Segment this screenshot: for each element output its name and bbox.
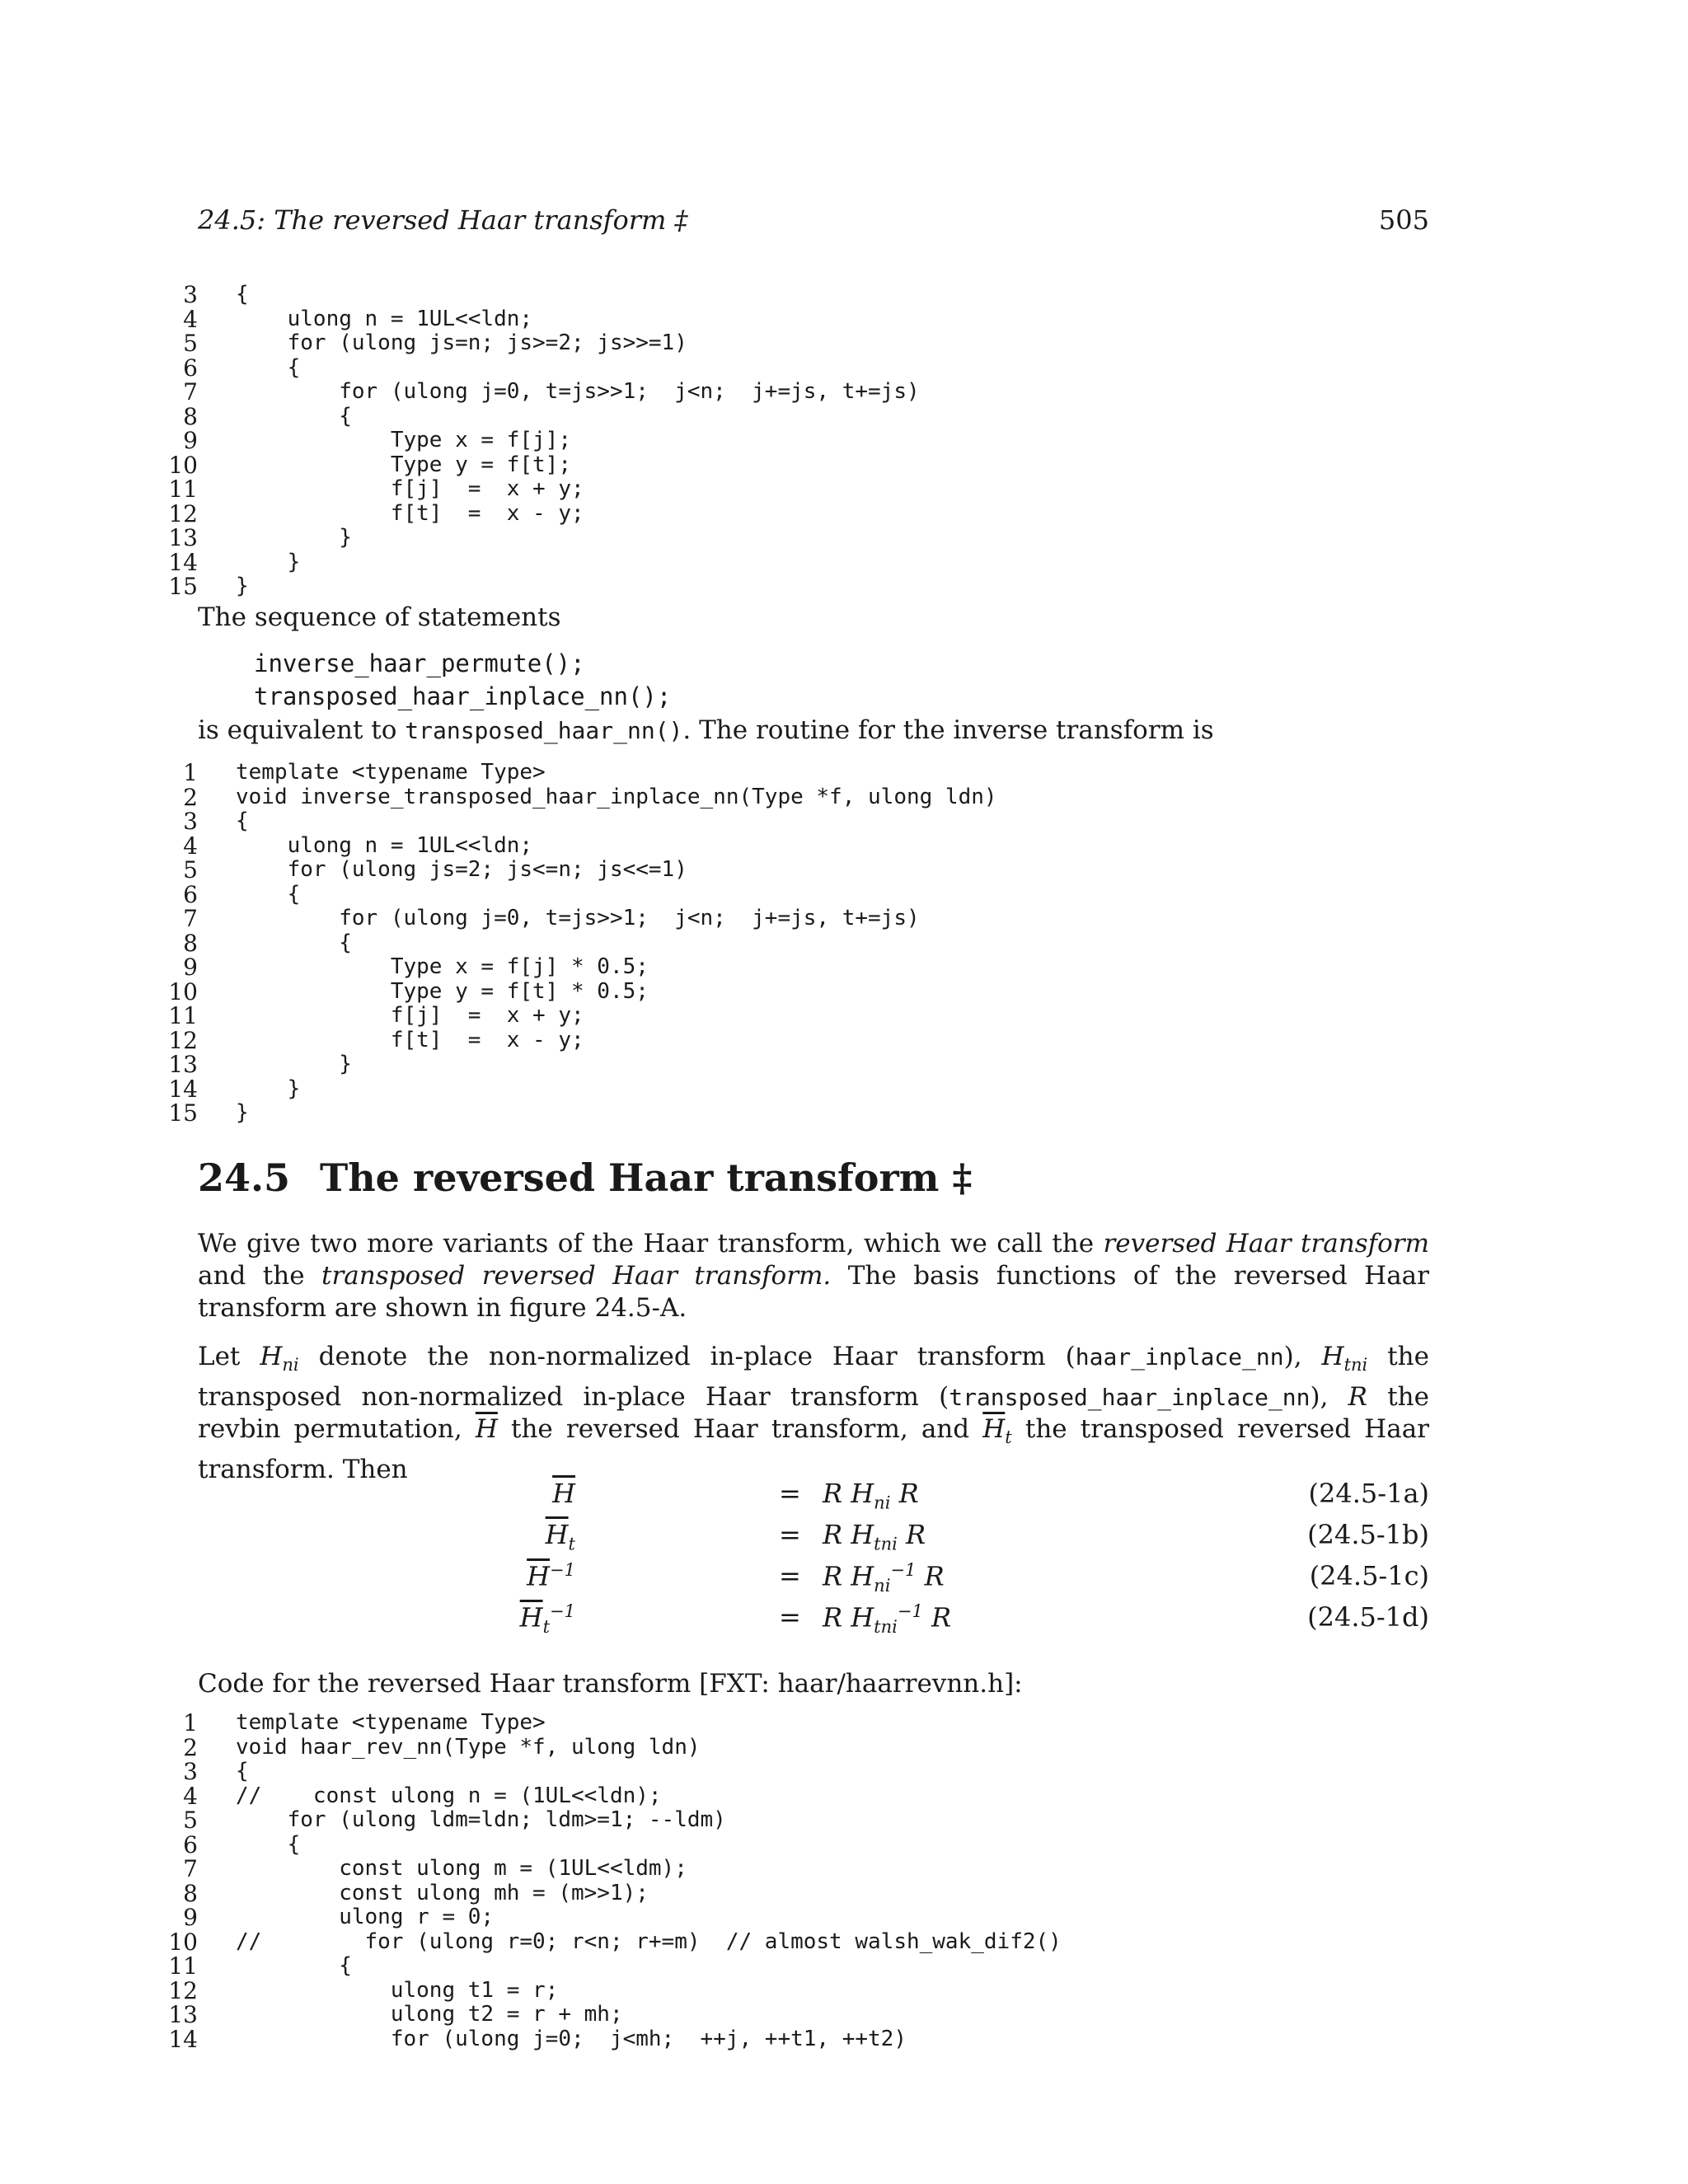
symbol: $\overline{H}$: [475, 1414, 498, 1445]
line-number: 9: [183, 1904, 198, 1931]
eq-tag: (24.5-1a): [1308, 1478, 1429, 1509]
line-number: 10: [168, 1928, 198, 1956]
line-number: 7: [183, 905, 198, 932]
section-heading: [198, 1155, 972, 1200]
code-line: [165, 858, 1451, 883]
line-number: 9: [183, 954, 198, 981]
code-line: [165, 761, 1451, 785]
code-line: [165, 453, 1451, 478]
symbol: $\overline{H}$: [982, 1414, 1006, 1445]
text-run: Let: [198, 1342, 260, 1371]
eq-lhs: $\overline{H}_t^{-1}$: [519, 1601, 575, 1638]
text-run: and the: [198, 1261, 322, 1291]
line-number: 4: [183, 305, 198, 333]
code-text: }: [236, 1100, 249, 1125]
code-text: for (ulong ldm=ldn; ldm>=1; --ldm): [236, 1807, 726, 1832]
line-number: 12: [168, 1026, 198, 1054]
line-number: 7: [183, 378, 198, 405]
text-run: the revbin permutation,: [198, 1382, 1429, 1445]
code-line: [165, 1879, 1451, 1907]
equivalence-text: [198, 715, 1429, 747]
subscript: ni: [282, 1355, 299, 1376]
code-text: ulong n = 1UL<<ldn;: [236, 832, 533, 858]
line-number: 13: [168, 1051, 198, 1078]
line-number: 3: [183, 281, 198, 308]
inline-code: transposed_haar_inplace_nn: [949, 1384, 1311, 1412]
statement: inverse_haar_permute();: [254, 649, 585, 677]
text-run: . The routine for the inverse transform is: [682, 715, 1214, 745]
eq-equals: =: [779, 1519, 801, 1550]
code-text: {: [236, 403, 352, 429]
line-number: 14: [168, 548, 198, 576]
code-line: [165, 955, 1451, 980]
equation-row: [198, 1519, 1429, 1560]
code-intro-text: Code for the reversed Haar transform [FXT: haar/haarrevnn.h]:: [198, 1669, 1023, 1699]
code-block-3: [165, 1711, 1451, 2051]
code-text: void haar_rev_nn(Type *f, ulong ldn): [236, 1734, 701, 1760]
code-text: {: [236, 930, 352, 955]
inline-code: haar_inplace_nn: [1075, 1343, 1284, 1371]
page-number: 505: [1378, 204, 1429, 236]
text-run: denote the non-normalized in-place Haar transform (: [298, 1342, 1076, 1371]
running-header: [198, 204, 1429, 236]
code-block-2: [165, 761, 1451, 1126]
code-text: for (ulong js=n; js>=2; js>>=1): [236, 330, 687, 355]
line-number: 11: [168, 1002, 198, 1029]
line-number: 4: [183, 832, 198, 860]
line-number: 14: [168, 1075, 198, 1103]
line-number: 8: [183, 929, 198, 957]
line-number: 6: [183, 1830, 198, 1858]
symbol: H: [260, 1342, 283, 1371]
code-line: [165, 429, 1451, 453]
code-text: void inverse_transposed_haar_inplace_nn(Type *f, ulong ldn): [236, 784, 997, 809]
line-number: 3: [183, 1758, 198, 1785]
code-text: }: [236, 549, 301, 574]
eq-tag: (24.5-1b): [1307, 1519, 1429, 1550]
code-line: [165, 499, 1451, 527]
code-line: [165, 931, 1451, 956]
code-text: const ulong m = (1UL<<ldm);: [236, 1856, 687, 1881]
line-number: 2: [183, 1733, 198, 1761]
line-number: 7: [183, 1855, 198, 1882]
code-line: [165, 574, 1451, 599]
code-text: // for (ulong r=0; r<n; r+=m) // almost walsh_wak_dif2(): [236, 1929, 1062, 1954]
code-line: [165, 1101, 1451, 1126]
code-line: [165, 380, 1451, 405]
line-number: 6: [183, 354, 198, 382]
inline-code: transposed_haar_nn(): [405, 717, 683, 744]
code-line: [165, 834, 1451, 859]
line-number: 8: [183, 402, 198, 430]
line-number: 6: [183, 880, 198, 908]
code-line: [165, 977, 1451, 1005]
line-number: 11: [168, 476, 198, 503]
code-line: [165, 402, 1451, 430]
eq-rhs: R $H_{tni}^{-1}$ R: [823, 1601, 952, 1638]
subscript: t: [1005, 1427, 1012, 1448]
code-line: [165, 548, 1451, 576]
line-number: 3: [183, 808, 198, 835]
code-text: for (ulong j=0; j<mh; ++j, ++t1, ++t2): [236, 2026, 907, 2051]
code-text: f[t] = x - y;: [236, 500, 584, 526]
eq-tag: (24.5-1d): [1307, 1601, 1429, 1633]
line-number: 13: [168, 524, 198, 551]
code-line: [165, 1954, 1451, 1979]
definition-paragraph: [198, 1341, 1429, 1486]
code-line: [165, 356, 1451, 381]
code-line: [165, 1905, 1451, 1930]
line-number: 9: [183, 427, 198, 454]
line-number: 14: [168, 2025, 198, 2053]
eq-lhs: $\overline{H}^{-1}$: [527, 1560, 575, 1592]
line-number: 12: [168, 499, 198, 527]
eq-lhs: $\overline{H}_t$: [545, 1519, 575, 1554]
code-text: {: [236, 1953, 352, 1978]
code-text: ulong t1 = r;: [236, 1977, 559, 2003]
text-run: We give two more variants of the Haar transform, which we call the: [198, 1229, 1104, 1258]
code-text: f[j] = x + y;: [236, 476, 584, 501]
text-run: the reversed Haar transform, and: [497, 1414, 983, 1445]
code-text: f[t] = x - y;: [236, 1027, 584, 1052]
code-text: }: [236, 525, 352, 550]
eq-rhs: R $H_{ni}$ R: [823, 1478, 919, 1513]
text-run: ),: [1310, 1382, 1348, 1413]
intro-paragraph: [198, 1228, 1429, 1324]
sequence-text: The sequence of statements: [198, 602, 561, 632]
line-number: 1: [183, 1709, 198, 1736]
eq-tag: (24.5-1c): [1309, 1560, 1429, 1591]
code-line: [165, 1784, 1451, 1809]
code-line: [165, 526, 1451, 551]
text-run: ),: [1283, 1342, 1322, 1371]
code-text: const ulong mh = (m>>1);: [236, 1880, 649, 1905]
code-text: }: [236, 1076, 301, 1101]
equation-row: [198, 1478, 1429, 1519]
code-line: [165, 1760, 1451, 1784]
statement: transposed_haar_inplace_nn();: [254, 682, 672, 710]
emphasis: transposed reversed Haar transform.: [321, 1261, 832, 1291]
equation-row: [198, 1601, 1429, 1643]
code-text: Type x = f[j];: [236, 428, 571, 452]
section-number: 24.5: [198, 1155, 291, 1200]
code-text: ulong n = 1UL<<ldn;: [236, 306, 533, 331]
code-line: [165, 1733, 1451, 1761]
code-line: [165, 1052, 1451, 1077]
symbol: H: [1321, 1342, 1344, 1371]
eq-equals: =: [779, 1601, 801, 1633]
code-text: template <typename Type>: [236, 1710, 546, 1735]
code-text: template <typename Type>: [236, 760, 546, 785]
text-run: the transposed non-normalized in-place Haar transform (: [198, 1342, 1429, 1413]
code-text: {: [236, 808, 249, 833]
equation-row: [198, 1560, 1429, 1601]
line-number: 13: [168, 2001, 198, 2028]
code-line: [165, 785, 1451, 810]
code-text: for (ulong js=2; js<=n; js<<=1): [236, 857, 687, 882]
code-text: // const ulong n = (1UL<<ldn);: [236, 1783, 662, 1808]
code-block-1: [165, 283, 1451, 599]
code-line: [165, 331, 1451, 356]
line-number: 15: [168, 1099, 198, 1127]
code-line: [165, 1077, 1451, 1102]
code-line: [165, 809, 1451, 834]
code-text: for (ulong j=0, t=js>>1; j<n; j+=js, t+=js): [236, 906, 920, 930]
code-text: Type x = f[j] * 0.5;: [236, 954, 649, 979]
line-number: 8: [183, 1879, 198, 1907]
code-line: [165, 907, 1451, 931]
text-run: is equivalent to: [198, 715, 406, 745]
text-run: The basis functions of the reversed Haar transform are shown in figure 24.5-A.: [198, 1261, 1429, 1323]
code-line: [165, 307, 1451, 332]
code-text: Type y = f[t] * 0.5;: [236, 978, 649, 1004]
code-line: [165, 1857, 1451, 1882]
code-text: Type y = f[t];: [236, 452, 571, 477]
eq-equals: =: [779, 1478, 801, 1509]
code-text: }: [236, 1052, 352, 1076]
code-text: {: [236, 1759, 249, 1783]
statement-list: [254, 647, 671, 713]
section-title: The reversed Haar transform ‡: [320, 1155, 973, 1200]
code-line: [165, 1976, 1451, 2004]
code-line: [165, 2003, 1451, 2027]
code-text: {: [236, 282, 249, 307]
code-line: [165, 1004, 1451, 1029]
eq-lhs: $\overline{H}$: [552, 1478, 575, 1509]
line-number: 2: [183, 783, 198, 811]
line-number: 5: [183, 1807, 198, 1834]
line-number: 11: [168, 1952, 198, 1980]
line-number: 10: [168, 977, 198, 1005]
code-line: [165, 2027, 1451, 2052]
emphasis: reversed Haar transform: [1103, 1229, 1429, 1258]
code-text: {: [236, 881, 301, 907]
text-run: the transposed reversed Haar transform. Then: [198, 1414, 1429, 1485]
code-text: for (ulong j=0, t=js>>1; j<n; j+=js, t+=js): [236, 379, 920, 404]
code-text: ulong t2 = r + mh;: [236, 2002, 623, 2027]
code-line: [165, 477, 1451, 502]
line-number: 1: [183, 759, 198, 786]
code-line: [165, 283, 1451, 307]
eq-rhs: R $H_{ni}^{-1}$ R: [823, 1560, 945, 1596]
code-line: [165, 880, 1451, 908]
code-text: f[j] = x + y;: [236, 1003, 584, 1028]
code-text: ulong r = 0;: [236, 1905, 495, 1929]
symbol: R: [1348, 1382, 1368, 1413]
code-line: [165, 1830, 1451, 1858]
code-text: {: [236, 354, 301, 380]
eq-rhs: R $H_{tni}$ R: [823, 1519, 926, 1554]
line-number: 5: [183, 330, 198, 357]
subscript: tni: [1343, 1355, 1368, 1376]
code-line: [165, 1026, 1451, 1054]
line-number: 15: [168, 573, 198, 600]
line-number: 10: [168, 451, 198, 479]
line-number: 5: [183, 856, 198, 883]
code-line: [165, 1808, 1451, 1833]
code-line: [165, 1930, 1451, 1955]
code-text: {: [236, 1831, 301, 1857]
line-number: 4: [183, 1782, 198, 1810]
code-line: [165, 1711, 1451, 1736]
code-text: }: [236, 574, 249, 598]
line-number: 12: [168, 1976, 198, 2004]
eq-equals: =: [779, 1560, 801, 1591]
running-title: 24.5: The reversed Haar transform ‡: [198, 204, 688, 236]
